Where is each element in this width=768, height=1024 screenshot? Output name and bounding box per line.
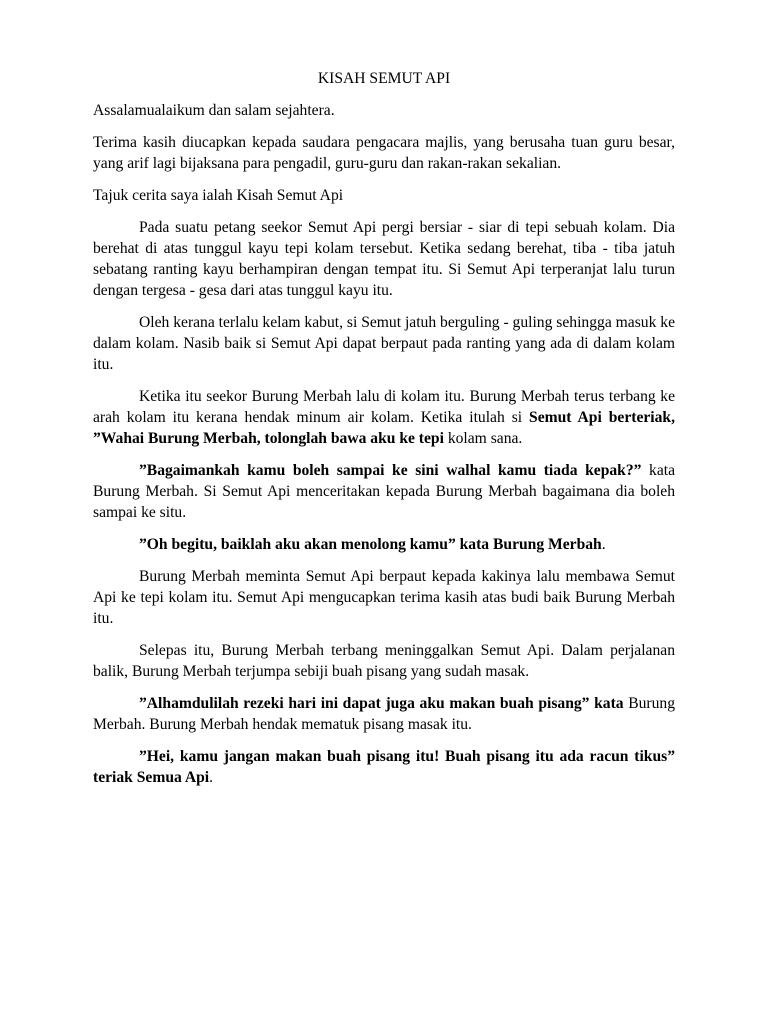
story-paragraph-1: Pada suatu petang seekor Semut Api pergi bersiar - siar di tepi sebuah kolam. Dia berehat di atas tunggul kayu tepi kolam tersebut. Ketika sedang berehat, tiba - tiba jatuh sebatang ranting kayu berhampiran dengan tempat itu. Si Semut Api terperanjat lalu turun dengan tergesa - gesa dari atas tunggul kayu itu. [93, 219, 675, 299]
paragraph-text: kolam sana. [443, 430, 523, 447]
document-title: KISAH SEMUT API [317, 70, 451, 87]
paragraph-text: kata Burung Merbah. Si Semut Api menceritakan kepada Burung Merbah bagaimana dia boleh sampai ke situ. [93, 462, 675, 521]
story-paragraph-4 [93, 460, 675, 523]
thanks-paragraph: Terima kasih diucapkan kepada saudara pengacara majlis, yang berusaha tuan guru besar, yang arif lagi bijaksana para pengadil, guru-guru dan rakan-rakan sekalian. [93, 134, 675, 172]
greeting-paragraph: Assalamualaikum dan salam sejahtera. [93, 102, 335, 119]
story-paragraph-7: Selepas itu, Burung Merbah terbang meninggalkan Semut Api. Dalam perjalanan balik, Burung Merbah terjumpa sebiji buah pisang yang sudah masak. [93, 642, 675, 680]
paragraph-text: Burung Merbah. Burung Merbah hendak mematuk pisang masak itu. [93, 695, 675, 733]
document-page [93, 68, 675, 799]
dialogue-text: Semut Api berteriak, ”Wahai Burung Merbah, tolonglah bawa aku ke tepi [93, 409, 675, 447]
story-paragraph-9 [93, 746, 675, 788]
topic-paragraph: Tajuk cerita saya ialah Kisah Semut Api [93, 187, 344, 204]
dialogue-text: ”Hei, kamu jangan makan buah pisang itu! Buah pisang itu ada racun tikus” teriak Semua Api [93, 748, 675, 786]
story-paragraph-3 [93, 386, 675, 449]
story-paragraph-5 [93, 534, 675, 555]
story-paragraph-8 [93, 693, 675, 735]
dialogue-text: ”Bagaimankah kamu boleh sampai ke sini walhal kamu tiada kepak?” [139, 462, 642, 479]
paragraph-text: . [209, 769, 213, 786]
story-paragraph-2: Oleh kerana terlalu kelam kabut, si Semut jatuh berguling - guling sehingga masuk ke dalam kolam. Nasib baik si Semut Api dapat berpaut pada ranting yang ada di dalam kolam itu. [93, 314, 675, 373]
dialogue-text: ”Oh begitu, baiklah aku akan menolong kamu” kata Burung Merbah [139, 536, 602, 553]
story-paragraph-6: Burung Merbah meminta Semut Api berpaut kepada kakinya lalu membawa Semut Api ke tepi kolam itu. Semut Api mengucapkan terima kasih atas budi baik Burung Merbah itu. [93, 568, 675, 627]
dialogue-text: ”Alhamdulilah rezeki hari ini dapat juga aku makan buah pisang” kata [139, 695, 624, 712]
paragraph-text: . [601, 536, 606, 553]
paragraph-text: Ketika itu seekor Burung Merbah lalu di kolam itu. Burung Merbah terus terbang ke arah kolam itu kerana hendak minum air kolam. Ketika itulah si [93, 388, 675, 426]
